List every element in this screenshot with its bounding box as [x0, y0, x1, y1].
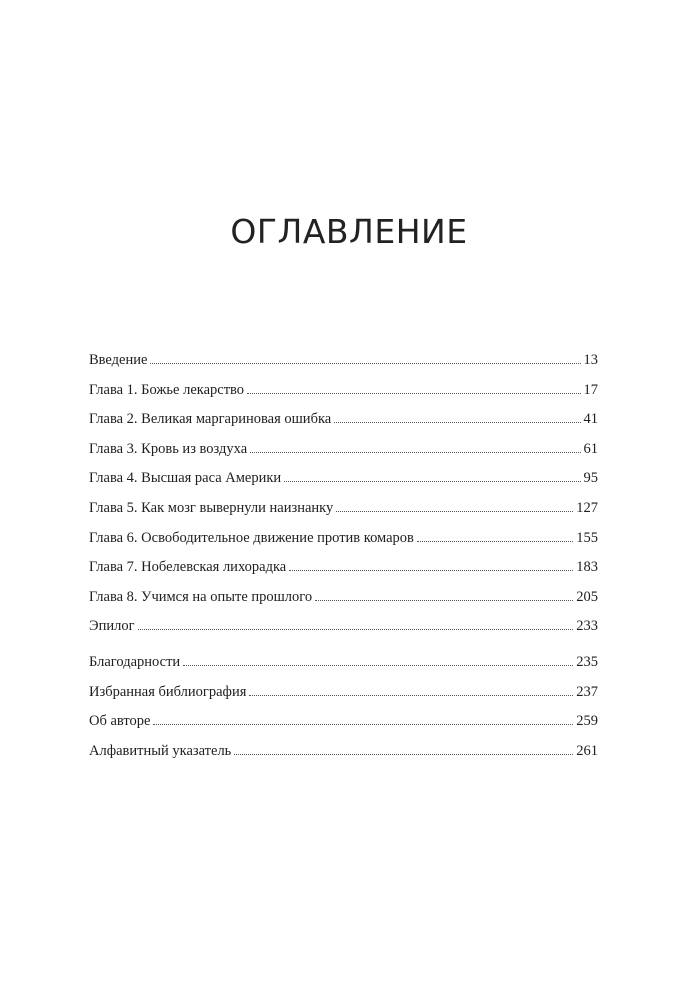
toc-entry-chapter-5[interactable] [89, 494, 598, 524]
toc-entry-chapter-2[interactable] [89, 405, 598, 435]
toc-entry-label: Глава 6. Освободительное движение против комаров [89, 529, 414, 546]
toc-entry-label: Глава 3. Кровь из воздуха [89, 440, 248, 457]
toc-entry-introduction[interactable] [89, 346, 598, 376]
toc-entry-epilogue[interactable] [89, 612, 598, 642]
toc-entry-label: Введение [89, 352, 148, 368]
toc-entry-label: Алфавитный указатель [89, 742, 232, 759]
toc-entry-page: 235 [576, 653, 598, 670]
dot-leader [334, 422, 580, 423]
toc-entry-page: 155 [576, 529, 598, 546]
dot-leader [249, 695, 573, 696]
dot-leader [284, 481, 580, 482]
toc-entry-label: Глава 8. Учимся на опыте прошлого [89, 588, 313, 605]
toc-entry-page: 183 [576, 559, 598, 576]
toc-entry-acknowledgements[interactable] [89, 648, 598, 678]
toc-entry-page: 205 [576, 588, 598, 605]
toc-entry-label: Глава 2. Великая маргариновая ошибка [89, 411, 332, 428]
toc-entry-label: Эпилог [89, 618, 135, 635]
table-of-contents [89, 346, 598, 766]
dot-leader [138, 629, 574, 630]
dot-leader [336, 511, 573, 512]
toc-entry-chapter-3[interactable] [89, 435, 598, 465]
toc-entry-label: Об авторе [89, 713, 151, 730]
toc-entry-chapter-6[interactable] [89, 524, 598, 554]
toc-entry-page: 13 [583, 352, 598, 368]
toc-entry-about-author[interactable] [89, 707, 598, 737]
toc-entry-page: 95 [583, 470, 598, 487]
dot-leader [417, 541, 573, 542]
toc-entry-chapter-7[interactable] [89, 553, 598, 583]
toc-entry-label: Глава 4. Высшая раса Америки [89, 470, 282, 487]
dot-leader [289, 570, 573, 571]
toc-entry-label: Глава 1. Божье лекарство [89, 381, 245, 398]
dot-leader [234, 754, 573, 755]
toc-entry-label: Избранная библиография [89, 683, 247, 700]
toc-entry-index[interactable] [89, 737, 598, 767]
toc-entry-bibliography[interactable] [89, 678, 598, 708]
dot-leader [150, 363, 580, 364]
toc-entry-page: 41 [583, 411, 598, 428]
toc-entry-page: 127 [576, 499, 598, 516]
dot-leader [183, 665, 573, 666]
toc-entry-chapter-1[interactable] [89, 376, 598, 406]
toc-entry-label: Глава 5. Как мозг вывернули наизнанку [89, 499, 334, 516]
toc-entry-label: Глава 7. Нобелевская лихорадка [89, 559, 287, 576]
dot-leader [247, 393, 580, 394]
toc-entry-chapter-4[interactable] [89, 464, 598, 494]
toc-entry-page: 259 [576, 713, 598, 730]
toc-entry-page: 261 [576, 742, 598, 759]
dot-leader [153, 724, 573, 725]
toc-entry-page: 17 [583, 381, 598, 398]
dot-leader [315, 600, 573, 601]
page-title: ОГЛАВЛЕНИЕ [230, 212, 468, 251]
toc-entry-page: 233 [576, 618, 598, 635]
toc-entry-label: Благодарности [89, 653, 181, 670]
toc-entry-chapter-8[interactable] [89, 583, 598, 613]
toc-entry-page: 237 [576, 683, 598, 700]
dot-leader [250, 452, 580, 453]
toc-entry-page: 61 [583, 440, 598, 457]
